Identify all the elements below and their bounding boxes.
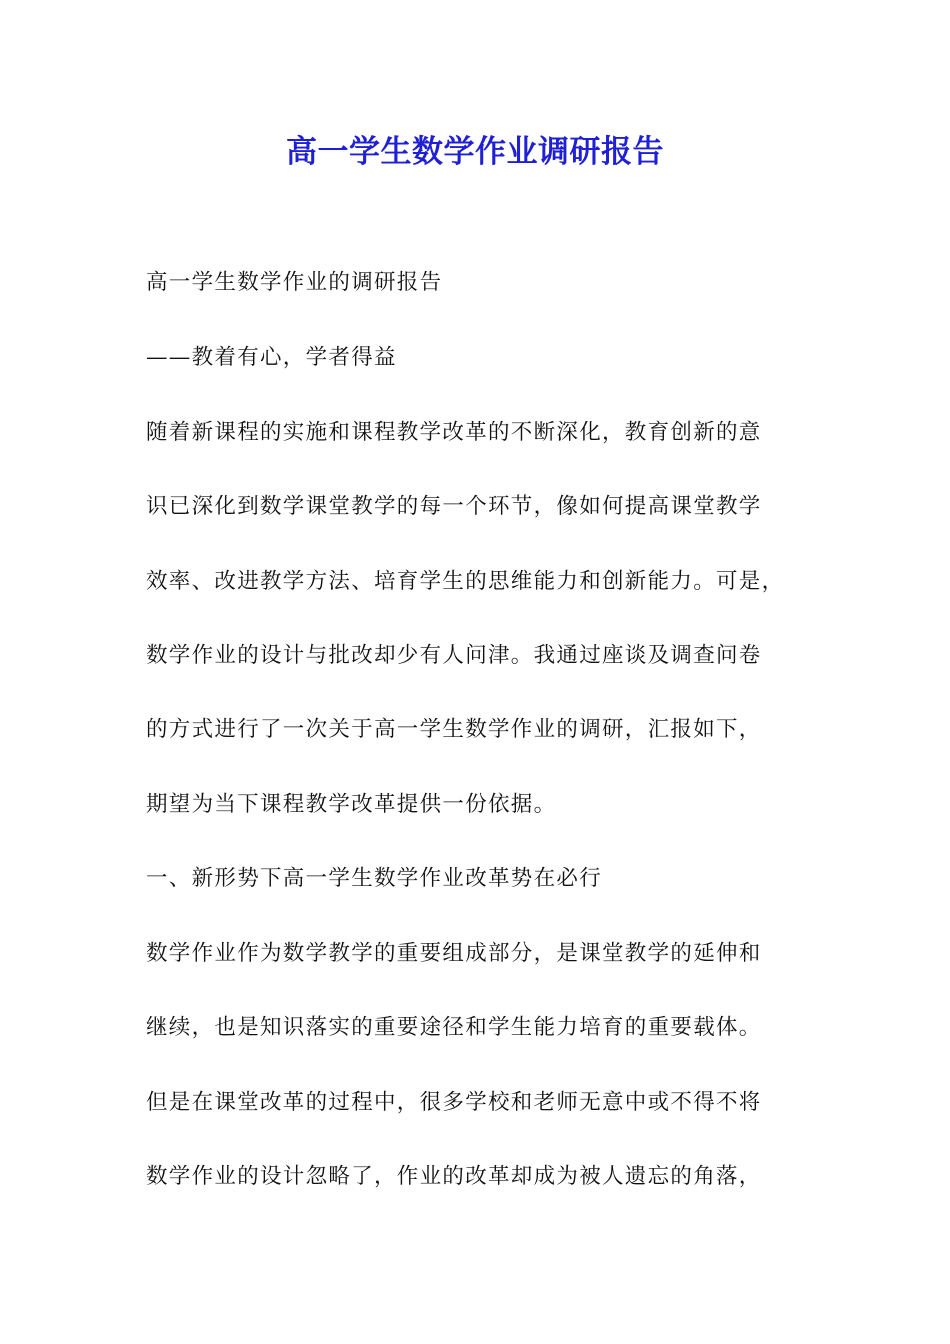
document-title: 高一学生数学作业调研报告: [286, 134, 664, 170]
paragraph-line: 期望为当下课程教学改革提供一份依据。: [146, 792, 557, 817]
paragraph-line: 但是在课堂改革的过程中，很多学校和老师无意中或不得不将: [146, 1090, 762, 1115]
subtitle-line: 高一学生数学作业的调研报告: [146, 270, 443, 295]
paragraph-line: 数学作业作为数学教学的重要组成部分，是课堂教学的延伸和: [146, 941, 762, 966]
paragraph-line: 识已深化到数学课堂教学的每一个环节，像如何提高课堂教学: [146, 494, 762, 519]
paragraph-line: 效率、改进教学方法、培育学生的思维能力和创新能力。可是，: [146, 569, 785, 594]
paragraph-line: 随着新课程的实施和课程教学改革的不断深化，教育创新的意: [146, 420, 762, 445]
paragraph-line: 数学作业的设计忽略了，作业的改革却成为被人遗忘的角落，: [146, 1164, 762, 1189]
paragraph-line: 继续，也是知识落实的重要途径和学生能力培育的重要载体。: [146, 1015, 762, 1040]
paragraph-line: 数学作业的设计与批改却少有人问津。我通过座谈及调查问卷: [146, 643, 762, 668]
section-heading: 一、新形势下高一学生数学作业改革势在必行: [146, 866, 603, 891]
subtitle-tagline: ——教着有心，学者得益: [146, 345, 397, 370]
paragraph-line: 的方式进行了一次关于高一学生数学作业的调研，汇报如下，: [146, 717, 762, 742]
